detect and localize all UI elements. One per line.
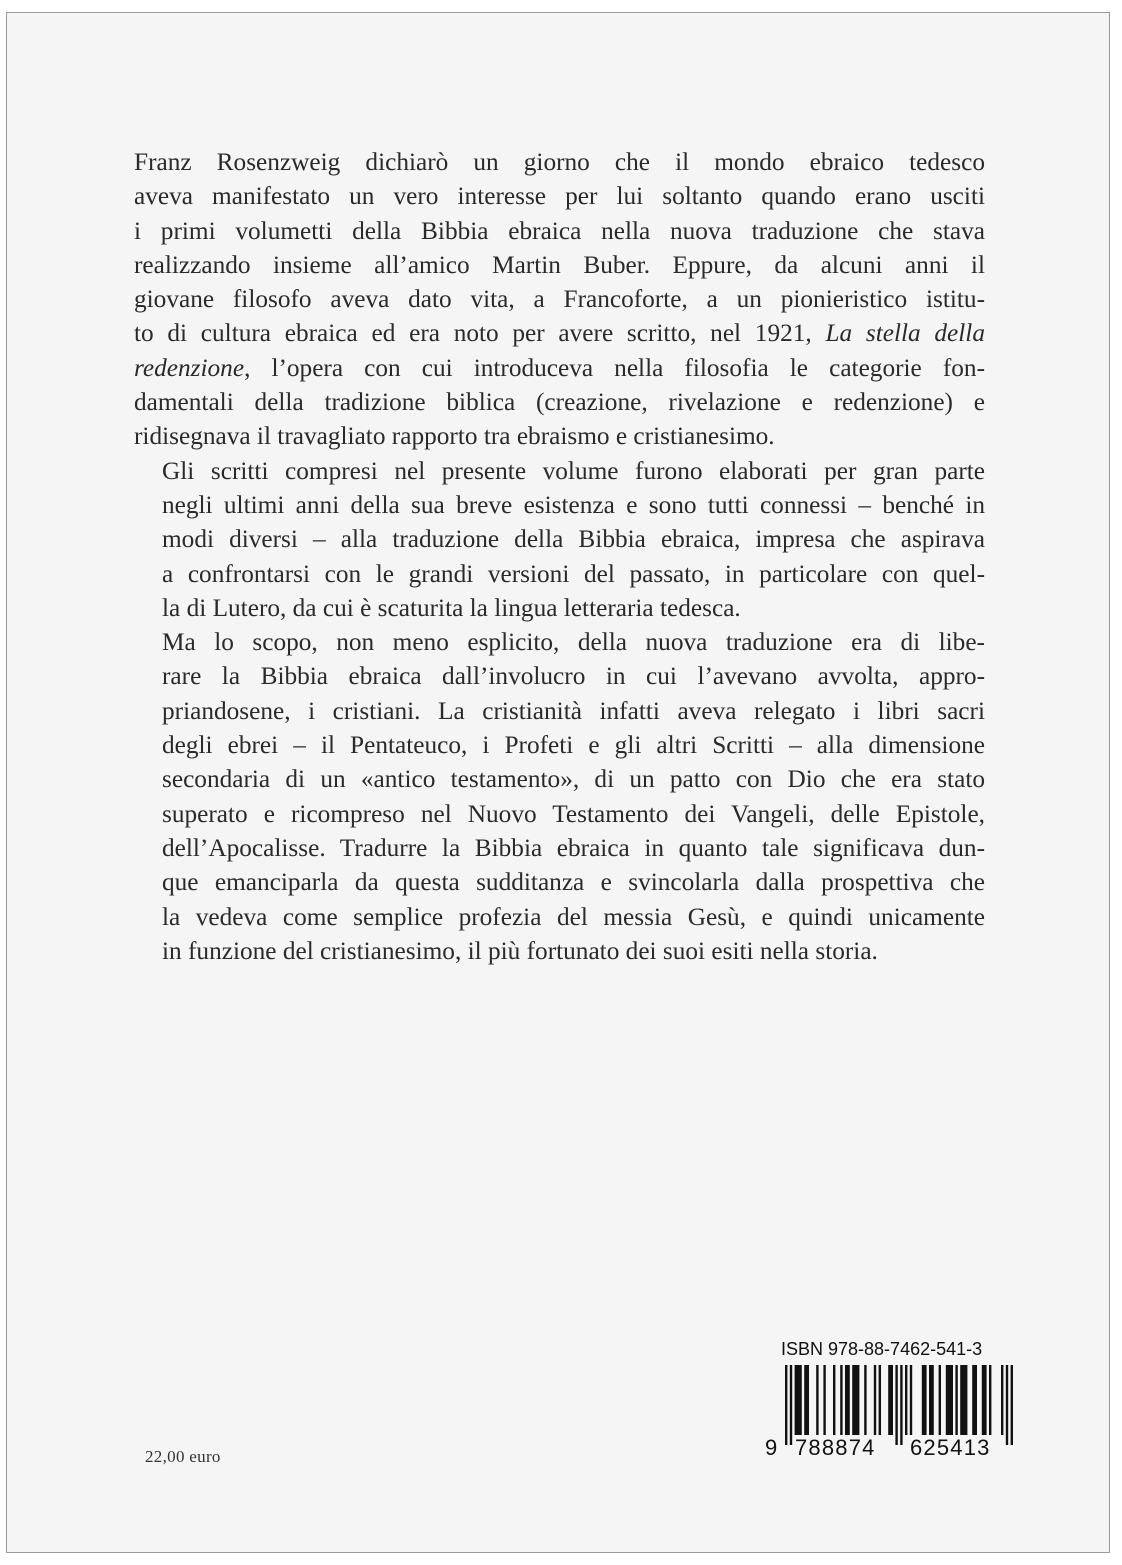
- barcode-guard-bar: [790, 1365, 792, 1445]
- barcode-bar: [960, 1365, 967, 1435]
- barcode-digit-first: 9: [765, 1435, 779, 1460]
- barcode-bar: [864, 1365, 866, 1435]
- blurb-line: giovane filosofo aveva dato vita, a Francoforte, a un pionieristico istitu-: [134, 285, 985, 314]
- barcode-bar: [955, 1365, 957, 1435]
- barcode-bar: [929, 1365, 934, 1435]
- barcode-bar: [1001, 1365, 1003, 1435]
- barcode-bar: [910, 1365, 912, 1435]
- blurb-line: [134, 316, 985, 350]
- isbn-label: ISBN 978-88-7462-541-3: [781, 1339, 983, 1359]
- blurb-line: Franz Rosenzweig dichiarò un giorno che il mondo ebraico tedesco: [134, 148, 985, 176]
- blurb-line: negli ultimi anni della sua breve esistenza e sono tutti connessi – benché in: [162, 490, 985, 519]
- barcode-bar: [879, 1365, 881, 1435]
- barcode-bar: [888, 1365, 893, 1435]
- blurb-line: [134, 351, 985, 385]
- blurb-line: rare la Bibbia ebraica dall’involucro in cui l’avevano avvolta, appro-: [162, 662, 985, 691]
- blurb-line: in funzione del cristianesimo, il più fortunato dei suoi esiti nella storia.: [162, 936, 878, 965]
- back-cover-blurb: [134, 145, 985, 968]
- blurb-line: Ma lo scopo, non meno esplicito, della nuova traduzione era di libe-: [162, 628, 985, 657]
- blurb-line: i primi volumetti della Bibbia ebraica nella nuova traduzione che stava: [134, 216, 985, 245]
- blurb-line: realizzando insieme all’amico Martin Buber. Eppure, da alcuni anni il: [134, 250, 985, 279]
- barcode-bar: [816, 1365, 818, 1435]
- blurb-line: Gli scritti compresi nel presente volume furono elaborati per gran parte: [162, 456, 985, 485]
- book-back-cover: [6, 12, 1110, 1553]
- barcode-digits: [765, 1435, 1021, 1465]
- barcode-guard-bar: [900, 1365, 902, 1445]
- barcode-bar: [922, 1365, 927, 1435]
- barcode-bar: [972, 1365, 977, 1435]
- barcode-bar: [939, 1365, 941, 1435]
- barcode-bar: [989, 1365, 991, 1435]
- barcode-guard-bar: [1011, 1365, 1013, 1445]
- price-label: 22,00 euro: [145, 1447, 221, 1466]
- blurb-line: secondaria di un «antico testamento», di un patto con Dio che era stato: [162, 765, 985, 794]
- book-title-italic: La stella della: [825, 319, 985, 348]
- barcode-bar: [946, 1365, 953, 1435]
- blurb-line: que emanciparla da questa sudditanza e svincolarla dalla prospettiva che: [162, 868, 985, 897]
- barcode-bar: [840, 1365, 842, 1435]
- blurb-paragraph-2: [134, 454, 985, 625]
- blurb-line: a confrontarsi con le grandi versioni del passato, in particolare con quel-: [162, 559, 985, 588]
- blurb-line: degli ebrei – il Pentateuco, i Profeti e gli altri Scritti – alla dimensione: [162, 731, 985, 760]
- blurb-line: modi diversi – alla traduzione della Bibbia ebraica, impresa che aspirava: [162, 525, 985, 554]
- barcode-digits-right: 625413: [910, 1435, 991, 1460]
- blurb-line: aveva manifestato un vero interesse per lui soltanto quando erano usciti: [134, 182, 985, 211]
- barcode-bar: [823, 1365, 825, 1435]
- barcode-guard-bar: [785, 1365, 787, 1445]
- isbn-barcode: [765, 1339, 1021, 1473]
- barcode-bar: [833, 1365, 835, 1435]
- barcode-bar: [852, 1365, 859, 1435]
- barcode-bar: [795, 1365, 802, 1435]
- blurb-text: , l’opera con cui introduceva nella filosofia le categorie fon-: [244, 353, 985, 382]
- blurb-paragraph-3: [134, 625, 985, 968]
- blurb-line: dell’Apocalisse. Tradurre la Bibbia ebraica in quanto tale significava dun-: [162, 833, 985, 862]
- blurb-line: superato e ricompreso nel Nuovo Testamento dei Vangeli, delle Epistole,: [162, 799, 985, 828]
- blurb-line: damentali della tradizione biblica (creazione, rivelazione e redenzione) e: [134, 388, 985, 417]
- blurb-line: priandosene, i cristiani. La cristianità infatti aveva relegato i libri sacri: [162, 696, 985, 725]
- barcode-guard-bar: [1006, 1365, 1008, 1445]
- book-title-italic: redenzione: [134, 353, 245, 382]
- barcode-bar: [804, 1365, 809, 1435]
- barcode-digits-left: 788874: [795, 1435, 876, 1460]
- blurb-line: ridisegnava il travagliato rapporto tra ebraismo e cristianesimo.: [134, 422, 775, 451]
- barcode-bar: [845, 1365, 850, 1435]
- barcode-bar: [905, 1365, 907, 1435]
- barcode-bar: [982, 1365, 987, 1435]
- blurb-line: la di Lutero, da cui è scaturita la lingua letteraria tedesca.: [162, 593, 741, 622]
- blurb-text: to di cultura ebraica ed era noto per avere scritto, nel 1921,: [134, 319, 826, 348]
- blurb-paragraph-1: [134, 145, 985, 454]
- blurb-line: la vedeva come semplice profezia del messia Gesù, e quindi unicamente: [162, 902, 985, 931]
- barcode-guard-bar: [895, 1365, 897, 1445]
- barcode-bar: [874, 1365, 876, 1435]
